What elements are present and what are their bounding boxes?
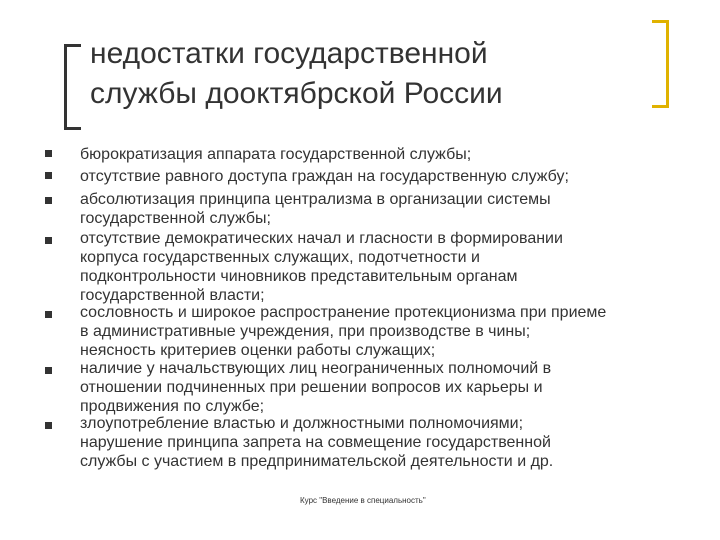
list-item-text: отсутствие равного доступа граждан на государственную службу; (80, 168, 569, 185)
title-line-1: недостатки государственной (90, 37, 488, 70)
footer-course-label: Курс "Введение в специальность" (300, 496, 426, 505)
square-bullet-icon (45, 311, 52, 318)
list-item-text: наличие у начальствующих лиц неограниченных полномочий в отношении подчиненных при решении вопросов их карьеры и продвижения по службе; (80, 360, 552, 415)
list-item-text: абсолютизация принципа централизма в организации системы государственной службы; (80, 191, 551, 227)
list-item-text: бюрократизация аппарата государственной службы; (80, 146, 472, 163)
square-bullet-icon (45, 237, 52, 244)
list-item-text: злоупотребление властью и должностными полномочиями; нарушение принципа запрета на совмещение государственной службы с участием в предпринимательской деятельности и др. (80, 415, 554, 470)
title-line-2: службы доoктябрской России (90, 77, 503, 110)
list-item-text: отсутствие демократических начал и гласности в формировании корпуса государственных служащих, подотчетности и подконтрольности чиновников представительным органам государственной власти; (80, 230, 563, 304)
list-item-text: сословность и широкое распространение протекционизма при приеме в административные учреждения, при производстве в чины; неясность критериев оценки работы служащих; (80, 304, 607, 359)
square-bullet-icon (45, 150, 52, 157)
square-bullet-icon (45, 422, 52, 429)
square-bullet-icon (45, 172, 52, 179)
square-bullet-icon (45, 197, 52, 204)
square-bullet-icon (45, 367, 52, 374)
